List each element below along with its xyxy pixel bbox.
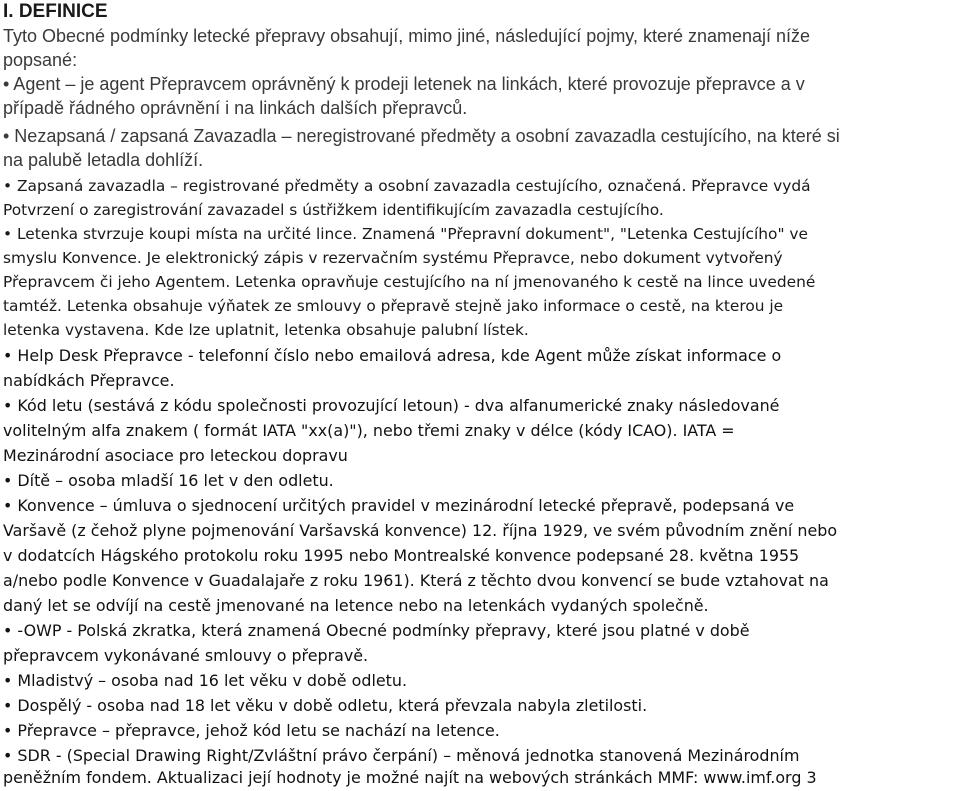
text-line-24: daný let se odvíjí na cestě jmenované na letence nebo na letenkách vydaných společně. [3, 596, 709, 615]
text-line-16: • Kód letu (sestává z kódu společnosti provozující letoun) - dva alfanumerické znaky následované [3, 396, 780, 415]
text-line-4: případě řádného oprávnění i na linkách dalších přepravců. [3, 98, 468, 118]
text-line-30: • SDR - (Special Drawing Right/Zvláštní právo čerpání) – měnová jednotka stanovená Mezinárodním [3, 746, 800, 765]
text-line-14: • Help Desk Přepravce - telefonní číslo nebo emailová adresa, kde Agent může získat informace o [3, 346, 782, 365]
text-line-29: • Přepravce – přepravce, jehož kód letu se nachází na letence. [3, 721, 500, 740]
text-line-10: smyslu Konvence. Je elektronický zápis v rezervačním systému Přepravce, nebo dokument vytvořený [3, 249, 783, 267]
text-line-11: Přepravcem či jeho Agentem. Letenka opravňuje cestujícího na ní jmenovaného k cestě na lince uvedené [3, 273, 816, 291]
text-line-22: v dodatcích Hágského protokolu roku 1995 nebo Montrealské konvence podepsané 28. května 1955 [3, 546, 800, 565]
text-line-28: • Dospělý - osoba nad 18 let věku v době odletu, která převzala nabyla zletilosti. [3, 696, 648, 715]
text-line-17: volitelným alfa znakem ( formát IATA "xx(a)"), nebo třemi znaky v délce (kódy ICAO). IATA = [3, 421, 735, 440]
text-line-6: na palubě letadla dohlíží. [3, 150, 204, 170]
text-line-8: Potvrzení o zaregistrování zavazadel s ústřižkem identifikujícím zavazadla cestujícího. [3, 201, 664, 219]
text-line-13: letenka vystavena. Kde lze uplatnit, letenka obsahuje palubní lístek. [3, 321, 529, 339]
text-line-19: • Dítě – osoba mladší 16 let v den odletu. [3, 471, 334, 490]
text-line-2: popsané: [3, 50, 78, 70]
text-line-1: Tyto Obecné podmínky letecké přepravy obsahují, mimo jiné, následující pojmy, které znamenají níže [3, 26, 811, 46]
text-line-7: • Zapsaná zavazadla – registrované předměty a osobní zavazadla cestujícího, označená. Přepravce vydá [3, 177, 811, 195]
text-line-12: tamtéž. Letenka obsahuje výňatek ze smlouvy o přepravě stejně jako informace o cestě, na kterou je [3, 297, 784, 315]
text-line-25: • -OWP - Polská zkratka, která znamená Obecné podmínky přepravy, které jsou platné v době [3, 621, 750, 640]
text-line-23: a/nebo podle Konvence v Guadalajaře z roku 1961). Která z těchto dvou konvencí se bude vztahovat na [3, 571, 829, 590]
text-line-9: • Letenka stvrzuje koupi místa na určité lince. Znamená "Přepravní dokument", "Letenka Cestujícího" ve [3, 225, 808, 243]
text-line-21: Varšavě (z čehož plyne pojmenování Varšavská konvence) 12. října 1929, ve svém původním znění nebo [3, 521, 838, 540]
text-line-18: Mezinárodní asociace pro leteckou dopravu [3, 446, 348, 465]
text-line-31: peněžním fondem. Aktualizaci její hodnoty je možné najít na webových stránkách MMF: www.imf.org 3 [3, 768, 817, 787]
text-line-15: nabídkách Přepravce. [3, 371, 175, 390]
text-line-5: • Nezapsaná / zapsaná Zavazadla – neregistrované předměty a osobní zavazadla cestujícího, na které si [3, 126, 840, 146]
text-line-26: přepravcem vykonávané smlouvy o přepravě. [3, 646, 369, 665]
text-line-20: • Konvence – úmluva o sjednocení určitých pravidel v mezinárodní letecké přepravě, podepsaná ve [3, 496, 795, 515]
text-line-3: • Agent – je agent Přepravcem oprávněný k prodeji letenek na linkách, které provozuje přepravce a v [3, 74, 805, 94]
section-heading: I. DEFINICE [3, 1, 108, 22]
text-line-27: • Mladistvý – osoba nad 16 let věku v době odletu. [3, 671, 407, 690]
